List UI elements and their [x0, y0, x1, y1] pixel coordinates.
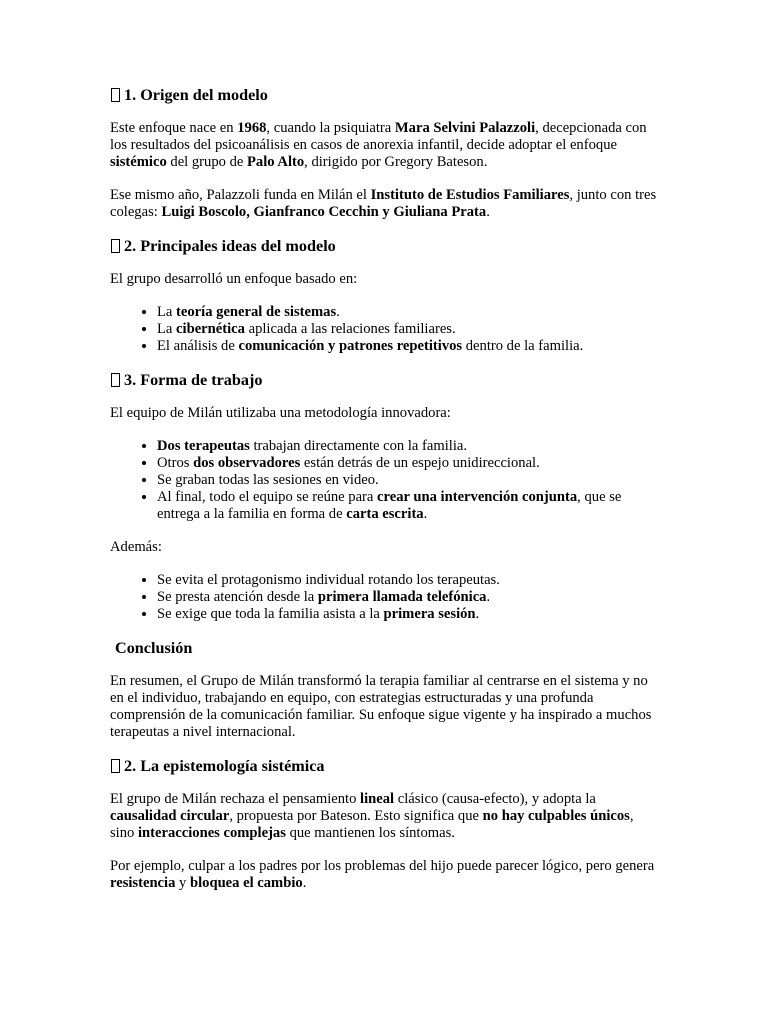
- list-item: • Se evita el protagonismo individual rotando los terapeutas.: [157, 572, 658, 589]
- list-item: • Se graban todas las sesiones en video.: [157, 472, 658, 489]
- paragraph-conclusion: En resumen, el Grupo de Milán transformó la terapia familiar al centrarse en el sistema y no en el individuo, trabajando en equipo, con estrategias estructuradas y una profunda comprensión de la comunicación familiar. Su enfoque sigue vigente y ha inspirado a muchos terapeutas a nivel internacional.: [110, 673, 652, 740]
- list-item: • La teoría general de sistemas.: [157, 304, 658, 321]
- list-item: • La cibernética aplicada a las relaciones familiares.: [157, 321, 658, 338]
- document-page: [110, 85, 658, 892]
- missing-glyph-icon: [111, 239, 120, 253]
- missing-glyph-icon: [111, 373, 120, 387]
- section-heading-epistemologia: 2. La epistemología sistémica: [110, 756, 658, 776]
- section-heading-conclusion: Conclusión: [115, 639, 193, 657]
- paragraph-ideas-intro: El grupo desarrolló un enfoque basado en:: [110, 271, 358, 287]
- ideas-list: [110, 304, 658, 355]
- list-item: • Al final, todo el equipo se reúne para crear una intervención conjunta, que se entrega a la familia en forma de carta escrita.: [157, 489, 658, 523]
- list-item: • Otros dos observadores están detrás de un espejo unidireccional.: [157, 455, 658, 472]
- paragraph-origen-1: Este enfoque nace en 1968, cuando la psiquiatra Mara Selvini Palazzoli, decepcionada con los resultados del psicoanálisis en casos de anorexia infantil, decide adoptar el enfoque sistémico del grupo de Palo Alto, dirigido por Gregory Bateson.: [110, 120, 647, 170]
- paragraph-ademas: Además:: [110, 539, 162, 555]
- list-item: • Se exige que toda la familia asista a la primera sesión.: [157, 606, 658, 623]
- paragraph-origen-2: Ese mismo año, Palazzoli funda en Milán el Instituto de Estudios Familiares, junto con tres colegas: Luigi Boscolo, Gianfranco Cecchin y Giuliana Prata.: [110, 187, 657, 220]
- list-item: • Se presta atención desde la primera llamada telefónica.: [157, 589, 658, 606]
- ademas-list: [110, 572, 658, 623]
- list-item: • Dos terapeutas trabajan directamente con la familia.: [157, 438, 658, 455]
- missing-glyph-icon: [111, 88, 120, 102]
- trabajo-list: [110, 438, 658, 523]
- paragraph-epistemologia-1: El grupo de Milán rechaza el pensamiento lineal clásico (causa-efecto), y adopta la causalidad circular, propuesta por Bateson. Esto significa que no hay culpables únicos, sino interacciones complejas que mantienen los síntomas.: [110, 791, 634, 841]
- list-item: • El análisis de comunicación y patrones repetitivos dentro de la familia.: [157, 338, 658, 355]
- section-heading-origen: 1. Origen del modelo: [110, 85, 658, 105]
- section-heading-trabajo: 3. Forma de trabajo: [110, 370, 658, 390]
- paragraph-epistemologia-2: Por ejemplo, culpar a los padres por los problemas del hijo puede parecer lógico, pero genera resistencia y bloquea el cambio.: [110, 858, 655, 891]
- paragraph-trabajo-intro: El equipo de Milán utilizaba una metodología innovadora:: [110, 405, 451, 421]
- missing-glyph-icon: [111, 759, 120, 773]
- section-heading-ideas: 2. Principales ideas del modelo: [110, 236, 658, 256]
